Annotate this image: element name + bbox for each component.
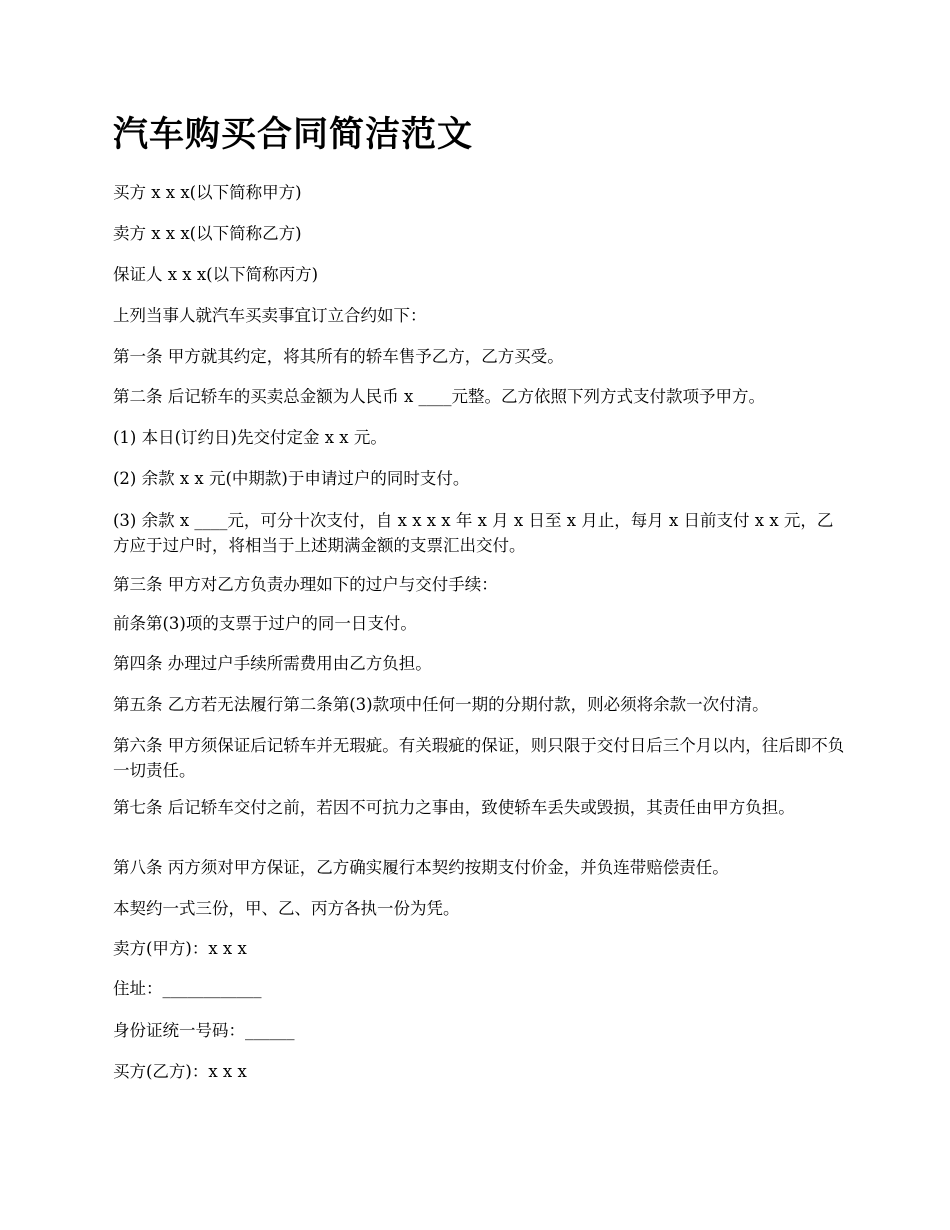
- seller-signature-line: 卖方(甲方)：x x x: [113, 939, 247, 958]
- paragraph-guarantor: 保证人 x x x(以下简称丙方): [113, 265, 319, 284]
- paragraph-article-7: 第七条 后记轿车交付之前，若因不可抗力之事由，致使轿车丢失或毁损，其责任由甲方负担。: [113, 798, 795, 817]
- paragraph-seller: 卖方 x x x(以下简称乙方): [113, 224, 302, 243]
- address-line: 住址：____________: [113, 979, 262, 998]
- id-number-line: 身份证统一号码：______: [113, 1021, 295, 1040]
- document-title: 汽车购买合同简洁范文: [113, 114, 474, 155]
- paragraph-payment-2: (2) 余款 x x 元(中期款)于申请过户的同时支付。: [113, 469, 470, 488]
- paragraph-article-8: 第八条 丙方须对甲方保证，乙方确实履行本契约按期支付价金，并负连带赔偿责任。: [113, 858, 729, 877]
- paragraph-preamble: 上列当事人就汽车买卖事宜订立合约如下：: [113, 306, 427, 325]
- buyer-signature-line: 买方(乙方)：x x x: [113, 1062, 247, 1081]
- paragraph-payment-1: (1) 本日(订约日)先交付定金 x x 元。: [113, 428, 387, 447]
- paragraph-article-6: 第六条 甲方须保证后记轿车并无瑕疵。有关瑕疵的保证，则只限于交付日后三个月以内，往后即不负一切责任。: [113, 736, 845, 780]
- paragraph-article-1: 第一条 甲方就其约定，将其所有的轿车售予乙方，乙方买受。: [113, 347, 564, 366]
- paragraph-article-3: 第三条 甲方对乙方负责办理如下的过户与交付手续：: [113, 575, 498, 594]
- paragraph-check-payment: 前条第(3)项的支票于过户的同一日支付。: [113, 614, 417, 633]
- paragraph-article-5: 第五条 乙方若无法履行第二条第(3)款项中任何一期的分期付款，则必须将余款一次付清。: [113, 695, 769, 714]
- paragraph-copies: 本契约一式三份，甲、乙、丙方各执一份为凭。: [113, 899, 460, 918]
- paragraph-article-2: 第二条 后记轿车的买卖总金额为人民币 x ____元整。乙方依照下列方式支付款项予甲方。: [113, 387, 766, 406]
- paragraph-payment-3: (3) 余款 x ____元，可分十次支付，自 x x x x 年 x 月 x 日至 x 月止，每月 x 日前支付 x x 元，乙方应于过户时，将相当于上述期满金额的支票汇出交付。: [113, 511, 834, 555]
- paragraph-article-4: 第四条 办理过户手续所需费用由乙方负担。: [113, 654, 432, 673]
- paragraph-buyer: 买方 x x x(以下简称甲方): [113, 183, 302, 202]
